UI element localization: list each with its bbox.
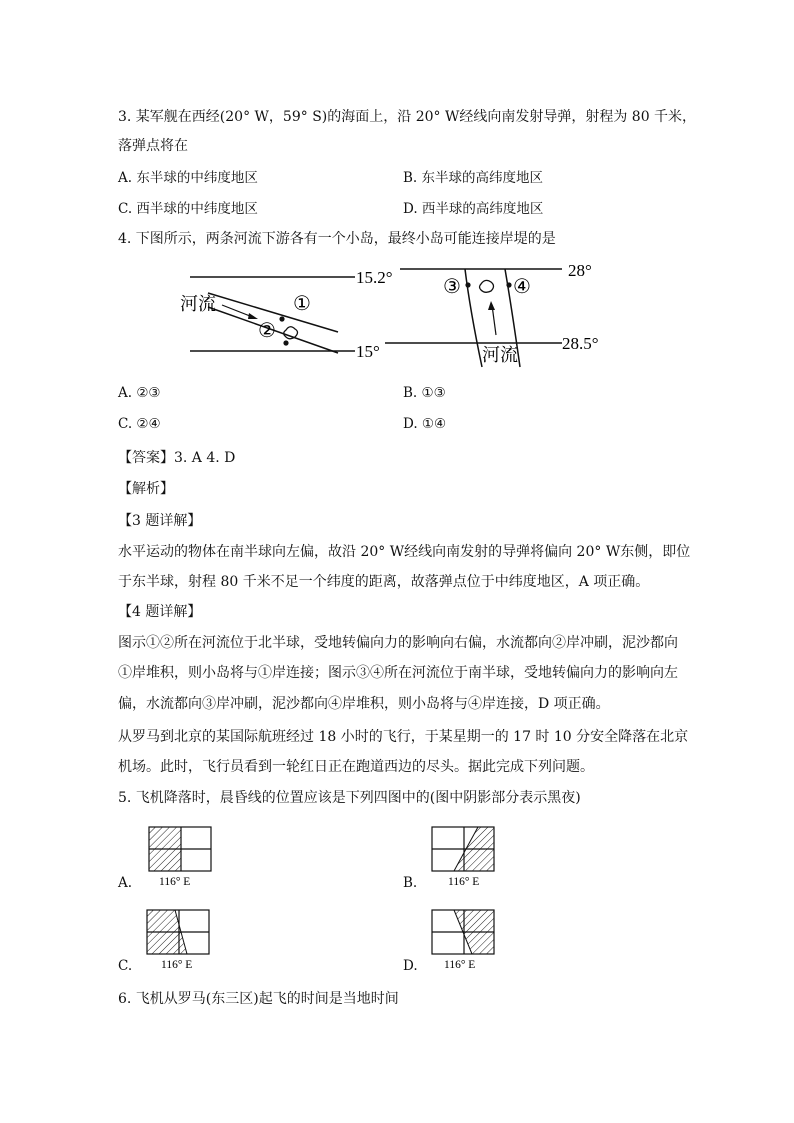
diagram-a-caption: 116° E bbox=[159, 876, 191, 888]
diagram-d-caption: 116° E bbox=[444, 959, 476, 971]
left-flow-arrowhead bbox=[248, 313, 258, 319]
passage-line-1: 从罗马到北京的某国际航班经过 18 小时的飞行，于某星期一的 17 时 10 分安全降落在北京 bbox=[118, 729, 689, 745]
left-point-1-label: ① bbox=[293, 291, 311, 315]
q5-diagram-a bbox=[145, 823, 215, 889]
q3-option-b: B. 东半球的高纬度地区 bbox=[403, 170, 544, 186]
q4-option-d: D. ①④ bbox=[403, 416, 447, 432]
answer-line: 【答案】3. A 4. D bbox=[118, 450, 236, 466]
q4-river-figure bbox=[160, 255, 630, 375]
diagram-c-caption: 116° E bbox=[161, 959, 193, 971]
q3-option-a: A. 东半球的中纬度地区 bbox=[118, 170, 258, 186]
q5-option-b-label: B. bbox=[403, 875, 418, 891]
left-point-2-label: ② bbox=[258, 318, 276, 342]
q3-detail-line-1: 水平运动的物体在南半球向左偏，故沿 20° W经线向南发射的导弹将偏向 20° W东侧，即位 bbox=[118, 544, 691, 560]
q5-diagram-c bbox=[143, 906, 213, 972]
q4-stem: 4. 下图所示，两条河流下游各有一个小岛，最终小岛可能连接岸堤的是 bbox=[118, 231, 556, 247]
q4-detail-line-3: 偏，水流都向③岸冲刷，泥沙都向④岸堆积，则小岛将与④岸连接，D 项正确。 bbox=[118, 696, 610, 712]
q5-option-d-label: D. bbox=[403, 958, 418, 974]
q4-detail-line-2: ①岸堆积，则小岛将与①岸连接；图示③④所在河流位于南半球，受地转偏向力的影响向左 bbox=[118, 665, 678, 681]
q3-stem-line-1: 3. 某军舰在西经(20° W，59° S)的海面上，沿 20° W经线向南发射导弹，射程为 80 千米， bbox=[118, 109, 697, 125]
left-bottom-lat-label: 15° bbox=[356, 342, 380, 361]
left-top-lat-label: 15.2° bbox=[356, 268, 393, 287]
left-point-2-dot bbox=[283, 340, 288, 345]
q4-option-a: A. ②③ bbox=[118, 385, 161, 401]
right-island-shape bbox=[480, 280, 494, 292]
q3-stem-line-2: 落弹点将在 bbox=[118, 138, 188, 154]
left-river-label: 河流 bbox=[180, 294, 216, 315]
right-point-3-label: ③ bbox=[443, 274, 461, 298]
analysis-label: 【解析】 bbox=[118, 481, 174, 497]
passage-line-2: 机场。此时，飞行员看到一轮红日正在跑道西边的尽头。据此完成下列问题。 bbox=[118, 759, 594, 775]
left-point-1-dot bbox=[279, 316, 284, 321]
q4-option-b: B. ①③ bbox=[403, 385, 446, 401]
q4-detail-line-1: 图示①②所在河流位于北半球，受地转偏向力的影响向右偏，水流都向②岸冲刷，泥沙都向 bbox=[118, 635, 678, 651]
right-bottom-lat-label: 28.5° bbox=[562, 334, 599, 353]
right-flow-arrowhead bbox=[488, 301, 495, 310]
right-point-4-dot bbox=[506, 282, 511, 287]
q5-diagram-b bbox=[428, 823, 498, 889]
q5-stem: 5. 飞机降落时，晨昏线的位置应该是下列四图中的(图中阴影部分表示黑夜) bbox=[118, 790, 581, 806]
q3-option-d: D. 西半球的高纬度地区 bbox=[403, 201, 544, 217]
q5-option-c-label: C. bbox=[118, 958, 133, 974]
diagram-b-caption: 116° E bbox=[448, 876, 480, 888]
q3-option-c: C. 西半球的中纬度地区 bbox=[118, 201, 258, 217]
q5-diagram-d bbox=[428, 906, 498, 972]
right-top-lat-label: 28° bbox=[568, 261, 592, 280]
q6-stem: 6. 飞机从罗马(东三区)起飞的时间是当地时间 bbox=[118, 991, 399, 1007]
q3-detail-line-2: 于东半球，射程 80 千米不足一个纬度的距离，故落弹点位于中纬度地区，A 项正确。 bbox=[118, 574, 650, 590]
q4-detail-label: 【4 题详解】 bbox=[118, 604, 202, 620]
q4-option-c: C. ②④ bbox=[118, 416, 161, 432]
right-point-4-label: ④ bbox=[513, 274, 531, 298]
q3-detail-label: 【3 题详解】 bbox=[118, 513, 202, 529]
right-point-3-dot bbox=[465, 282, 470, 287]
q5-option-a-label: A. bbox=[118, 875, 133, 891]
right-river-label: 河流 bbox=[482, 345, 518, 366]
